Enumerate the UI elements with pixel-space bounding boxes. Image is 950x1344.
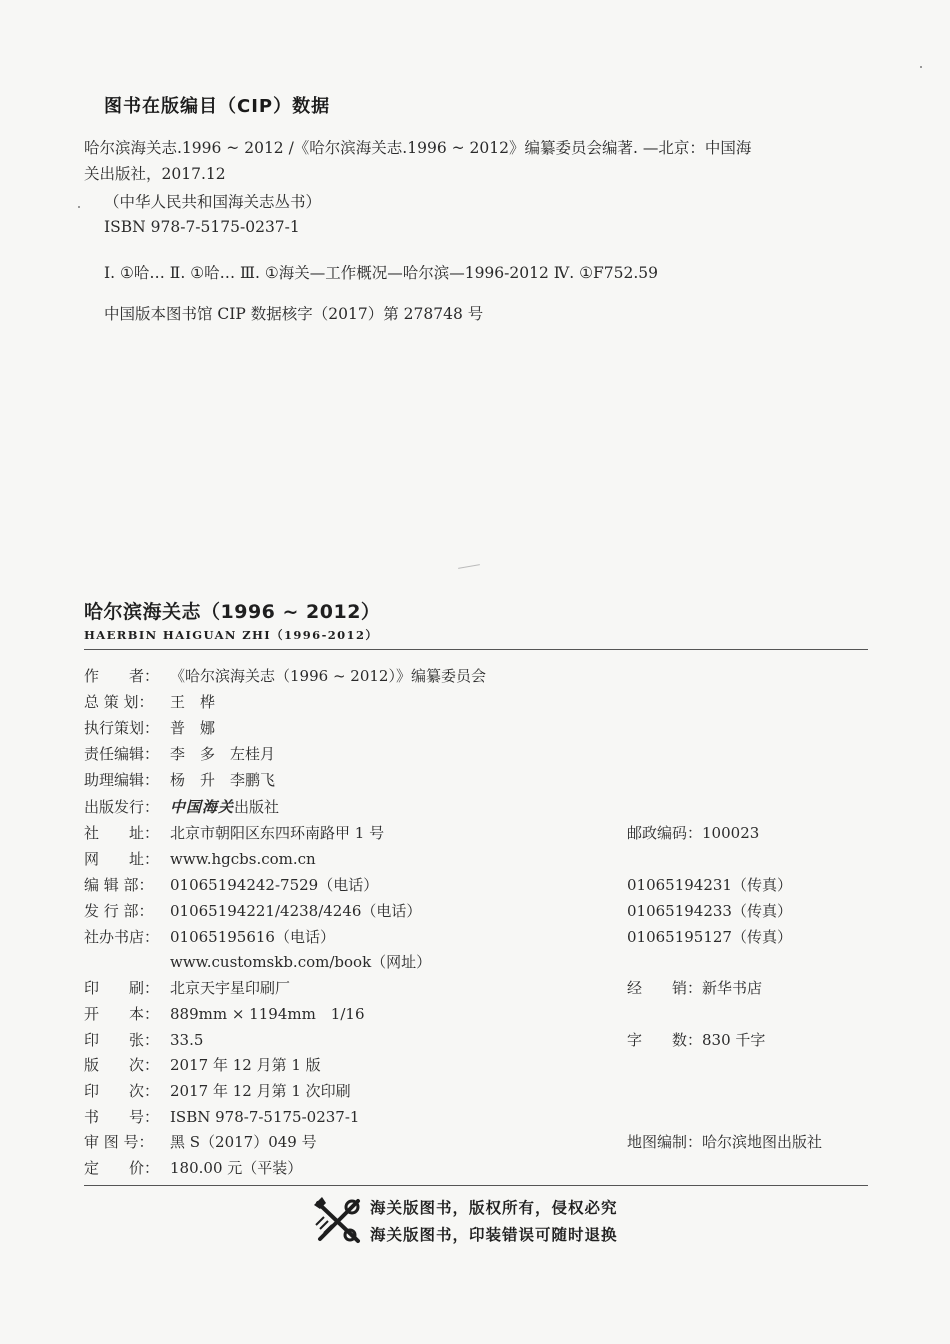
word-count-label: 字 数： bbox=[627, 1031, 703, 1049]
publisher-label: 出版发行： bbox=[84, 798, 160, 816]
edit-dept-fax: 01065194231（传真） bbox=[627, 876, 792, 894]
edition-label: 版 次： bbox=[84, 1056, 160, 1074]
isbn-label: 书 号： bbox=[84, 1108, 160, 1126]
map-approval-label: 审 图 号： bbox=[84, 1133, 154, 1151]
cip-heading: 图书在版编目（CIP）数据 bbox=[104, 96, 331, 117]
divider-top bbox=[84, 649, 868, 650]
publisher-value: 出版社 bbox=[234, 798, 280, 816]
edit-dept-phone: 01065194242-7529（电话） bbox=[170, 876, 379, 894]
publisher-logo-text: 中国海关 bbox=[170, 798, 235, 816]
printer-label: 印 刷： bbox=[84, 979, 160, 997]
cip-catalog-line-2: 关出版社，2017.12 bbox=[84, 165, 226, 183]
map-compiler-value: 哈尔滨地图出版社 bbox=[702, 1133, 823, 1151]
edit-dept-row bbox=[84, 874, 378, 895]
address-label: 社 址： bbox=[84, 824, 160, 842]
website-label: 网 址： bbox=[84, 850, 160, 868]
distributor-value: 新华书店 bbox=[702, 979, 763, 997]
exec-planner-row bbox=[84, 717, 215, 738]
edit-dept-label: 编 辑 部： bbox=[84, 876, 154, 894]
bookstore-fax: 01065195127（传真） bbox=[627, 928, 792, 946]
word-count bbox=[627, 1029, 765, 1050]
address-value: 北京市朝阳区东四环南路甲 1 号 bbox=[170, 824, 385, 842]
publisher-row bbox=[84, 796, 279, 817]
price-label: 定 价： bbox=[84, 1159, 160, 1177]
author-label: 作 者： bbox=[84, 667, 160, 685]
cip-series: （中华人民共和国海关志丛书） bbox=[104, 193, 322, 211]
bookstore-phone: 01065195616（电话） bbox=[170, 928, 335, 946]
distributor-label: 经 销： bbox=[627, 979, 703, 997]
map-approval-row bbox=[84, 1131, 317, 1152]
exec-planner-label: 执行策划： bbox=[84, 719, 160, 737]
printer-value: 北京天宇星印刷厂 bbox=[170, 979, 291, 997]
printer-row bbox=[84, 977, 290, 998]
format-value: 889mm × 1194mm 1/16 bbox=[170, 1005, 365, 1023]
price-value: 180.00 元（平装） bbox=[170, 1159, 303, 1177]
website-value: www.hgcbs.com.cn bbox=[170, 850, 316, 868]
dist-dept-label: 发 行 部： bbox=[84, 902, 154, 920]
cip-approval-number: 中国版本图书馆 CIP 数据核字（2017）第 278748 号 bbox=[104, 305, 484, 323]
cip-catalog-line-1: 哈尔滨海关志.1996 ~ 2012 /《哈尔滨海关志.1996 ~ 2012》编纂委员会编著. —北京：中国海 bbox=[84, 139, 752, 157]
postcode-label: 邮政编码： bbox=[627, 824, 703, 842]
format-label: 开 本： bbox=[84, 1005, 160, 1023]
word-count-value: 830 千字 bbox=[702, 1031, 766, 1049]
price-row bbox=[84, 1157, 302, 1178]
map-compiler-label: 地图编制： bbox=[627, 1133, 703, 1151]
bookstore-label: 社办书店： bbox=[84, 928, 160, 946]
edition-row bbox=[84, 1054, 321, 1075]
sheets-row bbox=[84, 1029, 203, 1050]
editor-value: 李 多 左桂月 bbox=[170, 745, 276, 763]
address-row bbox=[84, 822, 384, 843]
book-title: 哈尔滨海关志（1996 ~ 2012） bbox=[84, 601, 381, 623]
planner-value: 王 桦 bbox=[170, 693, 216, 711]
map-approval-value: 黑 S（2017）049 号 bbox=[170, 1133, 317, 1151]
dist-dept-fax: 01065194233（传真） bbox=[627, 902, 792, 920]
isbn-row bbox=[84, 1106, 359, 1127]
postcode bbox=[627, 822, 759, 843]
asst-editor-row bbox=[84, 769, 275, 790]
edition-value: 2017 年 12 月第 1 版 bbox=[170, 1056, 321, 1074]
printing-value: 2017 年 12 月第 1 次印刷 bbox=[170, 1082, 351, 1100]
book-title-pinyin: HAERBIN HAIGUAN ZHI（1996-2012） bbox=[84, 628, 379, 642]
bookstore-website: www.customskb.com/book（网址） bbox=[170, 953, 432, 971]
printing-row bbox=[84, 1080, 351, 1101]
asst-editor-value: 杨 升 李鹏飞 bbox=[170, 771, 276, 789]
exec-planner-value: 普 娜 bbox=[170, 719, 216, 737]
dist-dept-phone: 01065194221/4238/4246（电话） bbox=[170, 902, 422, 920]
format-row bbox=[84, 1003, 365, 1024]
dist-dept-row bbox=[84, 900, 421, 921]
misprint-notice: 海关版图书，印装错误可随时退换 bbox=[370, 1226, 618, 1244]
bookstore-row bbox=[84, 926, 335, 947]
isbn-value: ISBN 978-7-5175-0237-1 bbox=[170, 1108, 360, 1126]
author-row bbox=[84, 665, 486, 686]
planner-row bbox=[84, 691, 215, 712]
copyright-notice: 海关版图书，版权所有，侵权必究 bbox=[370, 1199, 618, 1217]
customs-emblem-icon bbox=[312, 1195, 364, 1247]
map-compiler bbox=[627, 1131, 822, 1152]
sheets-label: 印 张： bbox=[84, 1031, 160, 1049]
editor-label: 责任编辑： bbox=[84, 745, 160, 763]
sheets-value: 33.5 bbox=[170, 1031, 204, 1049]
divider-bottom bbox=[84, 1185, 868, 1186]
distributor bbox=[627, 977, 762, 998]
postcode-value: 100023 bbox=[702, 824, 760, 842]
planner-label: 总 策 划： bbox=[84, 693, 154, 711]
cip-classification: Ⅰ. ①哈… Ⅱ. ①哈… Ⅲ. ①海关—工作概况—哈尔滨—1996-2012 Ⅳ. ①F752.59 bbox=[104, 264, 658, 282]
website-row bbox=[84, 848, 316, 869]
author-value: 《哈尔滨海关志（1996 ~ 2012）》编纂委员会 bbox=[170, 667, 486, 685]
asst-editor-label: 助理编辑： bbox=[84, 771, 160, 789]
cip-isbn: ISBN 978-7-5175-0237-1 bbox=[104, 218, 300, 236]
editor-row bbox=[84, 743, 275, 764]
printing-label: 印 次： bbox=[84, 1082, 160, 1100]
